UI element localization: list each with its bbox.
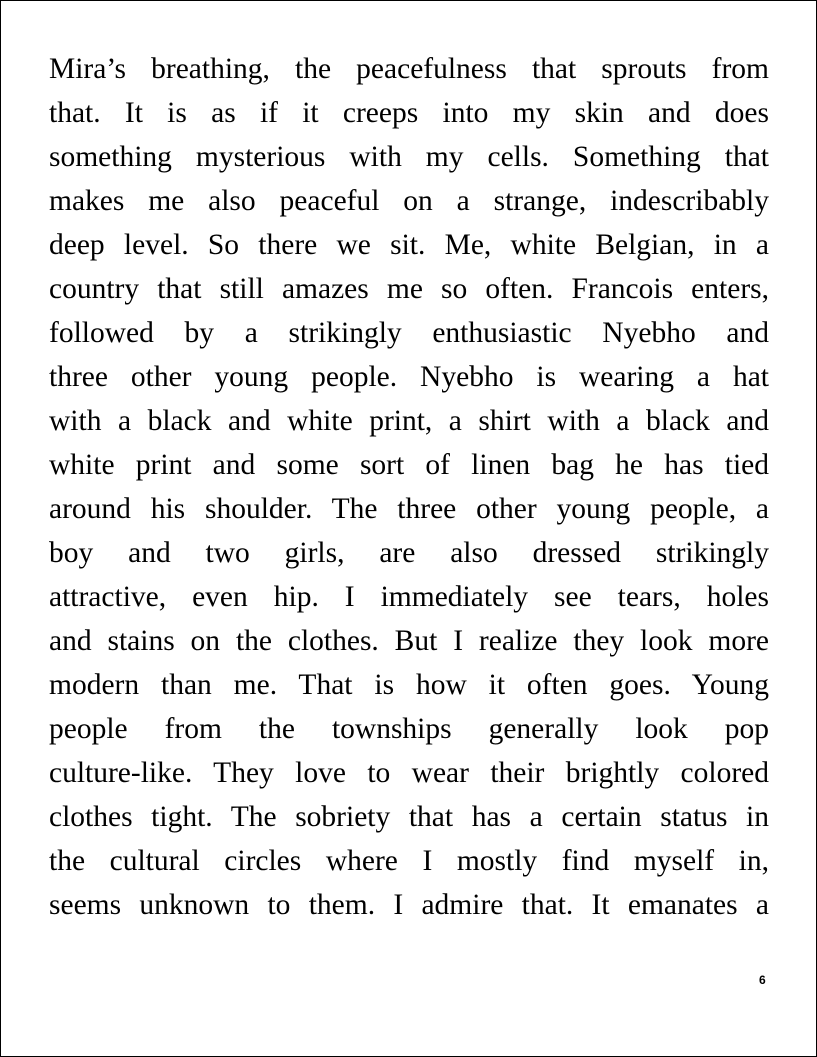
text-line: culture-like. They love to wear their brightly colored [49, 757, 769, 789]
text-line: three other young people. Nyebho is wearing a hat [49, 361, 769, 393]
text-line: Mira’s breathing, the peacefulness that sprouts from [49, 53, 769, 85]
text-line: makes me also peaceful on a strange, indescribably [49, 185, 769, 217]
text-line: seems unknown to them. I admire that. It emanates a [49, 889, 769, 921]
text-line: followed by a strikingly enthusiastic Nyebho and [49, 317, 769, 349]
text-line: country that still amazes me so often. Francois enters, [49, 273, 769, 305]
text-line: white print and some sort of linen bag he has tied [49, 449, 769, 481]
text-line: boy and two girls, are also dressed strikingly [49, 537, 769, 569]
text-line: that. It is as if it creeps into my skin and does [49, 97, 769, 129]
text-line: around his shoulder. The three other young people, a [49, 493, 769, 525]
text-line: something mysterious with my cells. Something that [49, 141, 769, 173]
text-line: with a black and white print, a shirt with a black and [49, 405, 769, 437]
text-line: and stains on the clothes. But I realize they look more [49, 625, 769, 657]
text-line: people from the townships generally look pop [49, 713, 769, 745]
text-line: attractive, even hip. I immediately see tears, holes [49, 581, 769, 613]
page-number: 6 [759, 973, 766, 987]
text-line: modern than me. That is how it often goes. Young [49, 669, 769, 701]
text-line: clothes tight. The sobriety that has a certain status in [49, 801, 769, 833]
text-line: the cultural circles where I mostly find myself in, [49, 845, 769, 877]
body-paragraph [49, 47, 769, 927]
text-line: deep level. So there we sit. Me, white Belgian, in a [49, 229, 769, 261]
